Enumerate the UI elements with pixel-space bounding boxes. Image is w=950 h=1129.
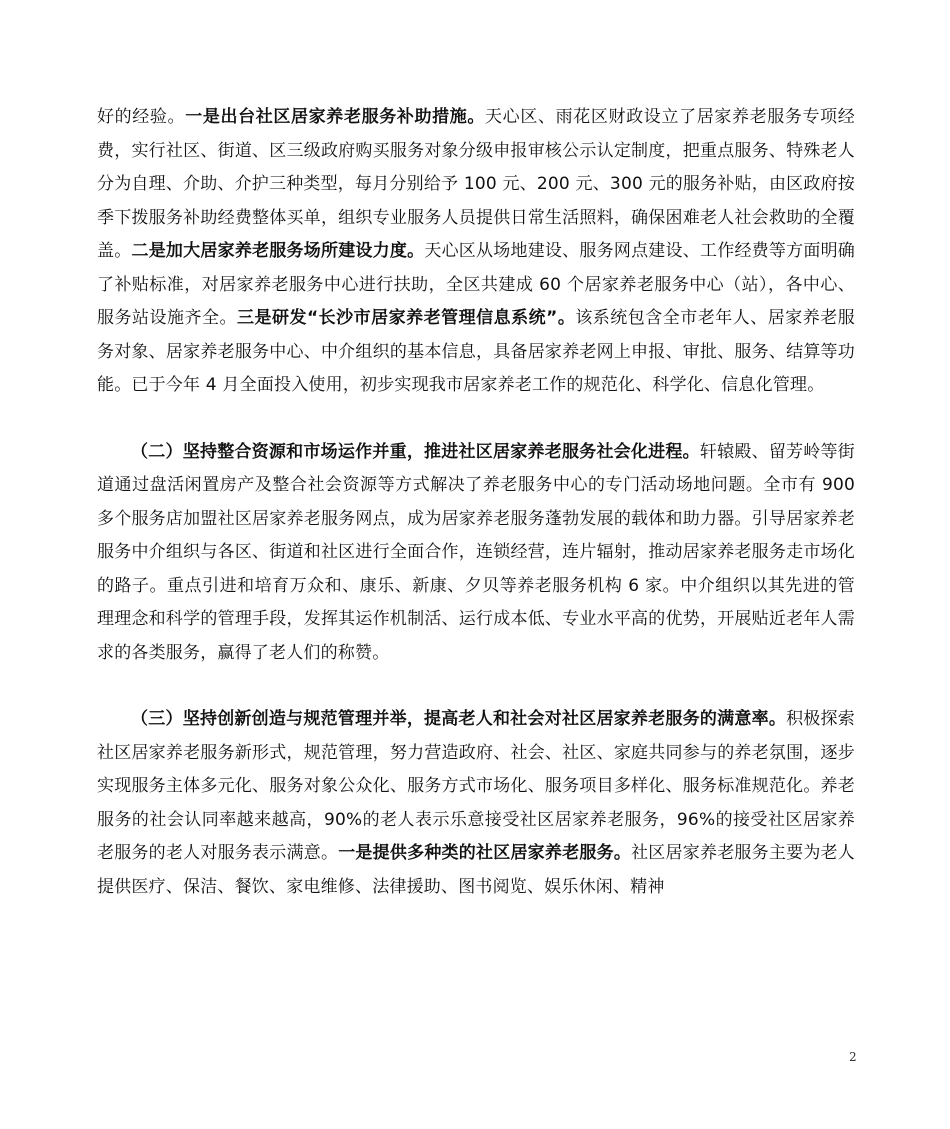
section-heading-run: （三）坚持创新创造与规范管理并举，提高老人和社会对社区居家养老服务的满意率。 <box>131 709 787 729</box>
paragraph-spacer <box>97 403 855 436</box>
bold-heading-run: 一是提供多种类的社区居家养老服务。 <box>338 843 632 863</box>
text-run: 轩辕殿、留芳岭等街道通过盘活闲置房产及整合社会资源等方式解决了养老服务中心的专门活动场地问题。全市有 900 多个服务店加盟社区居家养老服务网点，成为居家养老服务蓬勃发展的载体和助力器。引导居家养老服务中介组织与各区、街道和社区进行全面合作，连锁经营，连片辐射，推动居家养老服务走市场化的路子。重点引进和培育万众和、康乐、新康、夕贝等养老服务机构 6 家。中介组织以其先进的管理理念和科学的管理手段，发挥其运作机制活、运行成本低、专业水平高的优势，开展贴近老年人需求的各类服务，赢得了老人们的称赞。 <box>97 441 855 663</box>
paragraph-1 <box>97 101 855 403</box>
text-run: 积极探索社区居家养老服务新形式，规范管理，努力营造政府、社会、社区、家庭共同参与的养老氛围，逐步实现服务主体多元化、服务对象公众化、服务方式市场化、服务项目多样化、服务标准规范化。养老服务的社会认同率越来越高，90%的老人表示乐意接受社区居家养老服务，96%的接受社区居家养老服务的老人对服务表示满意。 <box>97 709 855 863</box>
text-run: 该系统包含全市老年人、居家养老服务对象、居家养老服务中心、中介组织的基本信息，具备居家养老网上申报、审批、服务、结算等功能。已于今年 4 月全面投入使用，初步实现我市居家养老工作的规范化、科学化、信息化管理。 <box>97 308 855 395</box>
page-number: 2 <box>849 1050 857 1064</box>
document-body <box>97 101 855 904</box>
section-heading-run: （二）坚持整合资源和市场运作并重，推进社区居家养老服务社会化进程。 <box>131 441 700 462</box>
paragraph-3 <box>97 703 855 904</box>
paragraph-2 <box>97 436 855 671</box>
bold-heading-run: 三是研发“长沙市居家养老管理信息系统”。 <box>237 308 576 328</box>
bold-heading-run: 二是加大居家养老服务场所建设力度。 <box>131 241 425 261</box>
bold-heading-run: 一是出台社区居家养老服务补助措施。 <box>185 107 486 127</box>
text-run: 社区居家养老服务主要为老人提供医疗、保洁、餐饮、家电维修、法律援助、图书阅览、娱乐休闲、精神 <box>97 843 855 897</box>
paragraph-spacer <box>97 670 855 703</box>
text-run: 好的经验。 <box>97 107 186 127</box>
text-run: 天心区从场地建设、服务网点建设、工作经费等方面明确了补贴标准，对居家养老服务中心进行扶助，全区共建成 60 个居家养老服务中心（站），各中心、服务站设施齐全。 <box>97 241 856 328</box>
text-run: 天心区、雨花区财政设立了居家养老服务专项经费，实行社区、街道、区三级政府购买服务对象分级申报审核公示认定制度，把重点服务、特殊老人分为自理、介助、介护三种类型，每月分别给予 100 元、200 元、300 元的服务补贴，由区政府按季下拨服务补助经费整体买单，组织专业服务人员提供日常生活照料，确保困难老人社会救助的全覆盖。 <box>97 107 856 261</box>
